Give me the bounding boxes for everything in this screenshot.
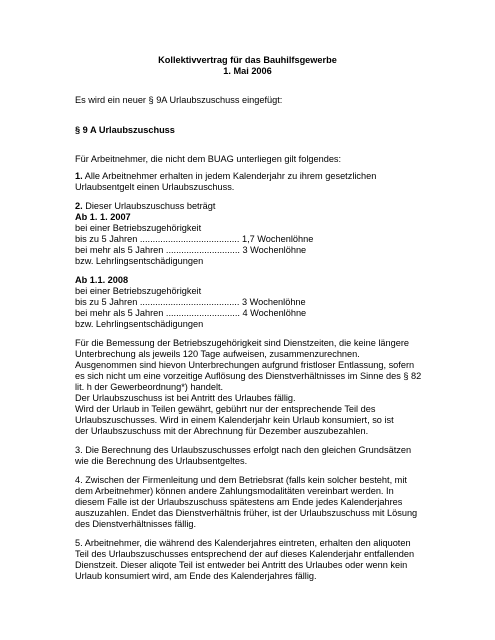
paragraph-1-number: 1. [75,171,83,181]
document-date: 1. Mai 2006 [223,66,272,76]
paragraph-3-line: wie die Berechnung des Urlaubsentgeltes. [75,456,248,466]
rules-line: Ausgenommen sind hievon Unterbrechungen aufgrund fristloser Entlassung, sofern [75,360,415,370]
paragraph-4-line: diesem Falle ist der Urlaubszuschuss spätestens am Ende jedes Kalenderjahres [75,497,403,507]
paragraph-2-number: 2. [75,201,83,211]
paragraph-5-line: Dienstzeit. Dieser aliqote Teil ist entweder bei Antritt des Urlaubes oder wenn kein [75,560,408,570]
paragraph-1-line: 1. Alle Arbeitnehmer erhalten in jedem Kalenderjahr zu ihrem gesetzlichen [75,171,377,181]
rate-table-line: bzw. Lehrlingsentschädigungen [75,319,204,329]
paragraph-4-line: 4. Zwischen der Firmenleitung und dem Betriebsrat (falls kein solcher besteht, mit [75,475,407,485]
rate-table-heading-2008: Ab 1.1. 2008 [75,275,129,285]
paragraph-5-line: Teil des Urlaubszuschusses entsprechend der auf dieses Kalenderjahr entfallenden [75,549,415,559]
applies-text: Für Arbeitnehmer, die nicht dem BUAG unterliegen gilt folgendes: [75,154,342,164]
rules-line: Der Urlaubszuschuss ist bei Antritt des Urlaubes fällig. [75,393,296,403]
paragraph-5-line: 5. Arbeitnehmer, die während des Kalenderjahres eintreten, erhalten den aliquoten [75,538,411,548]
rules-line: Urlaubszuschusses. Wird in einem Kalenderjahr kein Urlaub konsumiert, so ist [75,415,394,425]
paragraph-1-line: Urlaubsentgelt einen Urlaubszuschuss. [75,182,235,192]
rules-line: der Urlaubszuschuss mit der Abrechnung für Dezember auszubezahlen. [75,426,369,436]
rate-table-line: bei einer Betriebszugehörigkeit [75,223,202,233]
rate-table-line: bzw. Lehrlingsentschädigungen [75,256,204,266]
rules-line: Unterbrechung als jeweils 120 Tage aufweisen, zusammenzurechnen. [75,349,360,359]
intro-text: Es wird ein neuer § 9A Urlaubszuschuss eingefügt: [75,95,283,105]
paragraph-4-line: auszuzahlen. Endet das Dienstverhältnis früher, ist der Urlaubszuschuss mit Lösung [75,508,418,518]
rate-table-line: bis zu 5 Jahren ....................................... 1,7 Wochenlöhne [75,234,314,244]
rate-table-line: bei mehr als 5 Jahren ............................. 4 Wochenlöhne [75,308,307,318]
rules-line: lit. h der Gewerbeordnung*) handelt. [75,382,224,392]
rate-table-line: bis zu 5 Jahren ....................................... 3 Wochenlöhne [75,297,306,307]
paragraph-2-line: 2. Dieser Urlaubszuschuss beträgt [75,201,216,211]
section-heading: § 9 A Urlaubszuschuss [75,125,175,135]
paragraph-4-line: des Dienstverhältnisses fällig. [75,519,197,529]
rules-line: es sich nicht um eine vorzeitige Auflösung des Dienstverhältnisses im Sinne des § 82 [75,371,422,381]
rate-table-line: bei einer Betriebszugehörigkeit [75,286,202,296]
rules-line: Wird der Urlaub in Teilen gewährt, gebührt nur der entsprechende Teil des [75,404,376,414]
document-title: Kollektivvertrag für das Bauhilfsgewerbe [158,55,337,65]
paragraph-5-line: Urlaub konsumiert wird, am Ende des Kalenderjahres fällig. [75,571,317,581]
paragraph-4-line: dem Arbeitnehmer) können andere Zahlungsmodalitäten vereinbart werden. In [75,486,394,496]
rules-line: Für die Bemessung der Betriebszugehörigkeit sind Dienstzeiten, die keine längere [75,338,410,348]
rate-table-heading-2007: Ab 1. 1. 2007 [75,212,131,222]
paragraph-3-line: 3. Die Berechnung des Urlaubszuschusses erfolgt nach den gleichen Grundsätzen [75,445,412,455]
rate-table-line: bei mehr als 5 Jahren ............................. 3 Wochenlöhne [75,245,307,255]
